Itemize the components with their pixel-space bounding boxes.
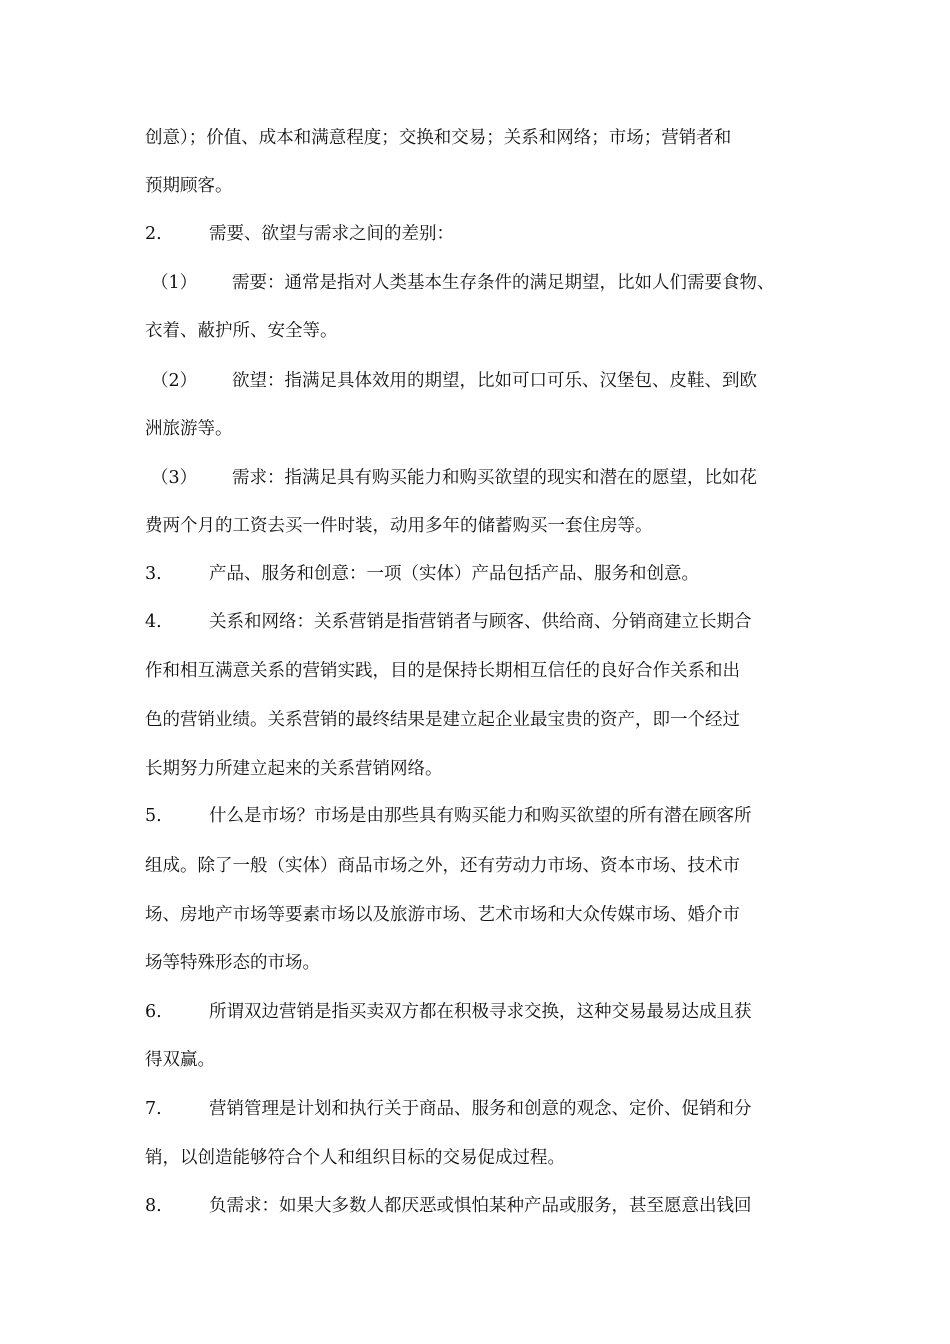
numbered-item-2: [145, 219, 815, 249]
line-text: 负需求：如果大多数人都厌恶或惧怕某种产品或服务，甚至愿意出钱回: [209, 1196, 752, 1216]
item-number: 4.: [145, 612, 162, 632]
item-number: 8.: [145, 1196, 162, 1216]
line-text: 长期努力所建立起来的关系营销网络。: [145, 759, 443, 779]
paragraph-line: [145, 316, 815, 346]
numbered-item-5: [145, 801, 815, 831]
line-text: 得双赢。: [145, 1050, 215, 1070]
item-number: 7.: [145, 1099, 162, 1119]
item-number: （2）: [151, 371, 198, 391]
sub-item-2: [145, 366, 815, 396]
paragraph-line: [145, 948, 815, 978]
paragraph-line: [145, 705, 815, 735]
paragraph-line: [145, 1045, 815, 1075]
line-text: 创意）；价值、成本和满意程度；交换和交易；关系和网络；市场；营销者和: [145, 128, 732, 148]
paragraph-line: [145, 123, 815, 153]
line-text: 组成。除了一般（实体）商品市场之外，还有劳动力市场、资本市场、技术市: [145, 856, 740, 876]
paragraph-line: [145, 851, 815, 881]
item-number: 3.: [145, 564, 162, 584]
numbered-item-8: [145, 1191, 815, 1221]
line-text: 所谓双边营销是指买卖双方都在积极寻求交换，这种交易最易达成且获: [209, 1002, 752, 1022]
line-text: 营销管理是计划和执行关于商品、服务和创意的观念、定价、促销和分: [209, 1099, 752, 1119]
line-text: 作和相互满意关系的营销实践，目的是保持长期相互信任的良好合作关系和出: [145, 661, 740, 681]
paragraph-line: [145, 656, 815, 686]
line-text: 需求：指满足具有购买能力和购买欲望的现实和潜在的愿望，比如花: [232, 468, 757, 488]
line-text: 关系和网络：关系营销是指营销者与顾客、供给商、分销商建立长期合: [209, 612, 752, 632]
paragraph-line: [145, 1143, 815, 1173]
line-text: 需要：通常是指对人类基本生存条件的满足期望，比如人们需要食物、: [232, 273, 775, 293]
line-text: 需要、欲望与需求之间的差别：: [209, 224, 454, 244]
item-number: 6.: [145, 1002, 162, 1022]
line-text: 场、房地产市场等要素市场以及旅游市场、艺术市场和大众传媒市场、婚介市: [145, 905, 740, 925]
sub-item-3: [145, 463, 815, 493]
line-text: 衣着、蔽护所、安全等。: [145, 321, 338, 341]
line-text: 销，以创造能够符合个人和组织目标的交易促成过程。: [145, 1148, 565, 1168]
paragraph-line: [145, 511, 815, 541]
line-text: 预期顾客。: [145, 176, 233, 196]
paragraph-line: [145, 171, 815, 201]
item-number: 5.: [145, 806, 162, 826]
line-text: 洲旅游等。: [145, 419, 233, 439]
numbered-item-4: [145, 607, 815, 637]
paragraph-line: [145, 900, 815, 930]
item-number: （1）: [151, 273, 198, 293]
line-text: 色的营销业绩。关系营销的最终结果是建立起企业最宝贵的资产，即一个经过: [145, 710, 740, 730]
sub-item-1: [145, 268, 815, 298]
item-number: 2.: [145, 224, 162, 244]
item-number: （3）: [151, 468, 198, 488]
line-text: 欲望：指满足具体效用的期望，比如可口可乐、汉堡包、皮鞋、到欧: [232, 371, 757, 391]
numbered-item-7: [145, 1094, 815, 1124]
numbered-item-6: [145, 997, 815, 1027]
paragraph-line: [145, 754, 815, 784]
numbered-item-3: [145, 559, 815, 589]
line-text: 场等特殊形态的市场。: [145, 953, 320, 973]
line-text: 什么是市场？市场是由那些具有购买能力和购买欲望的所有潜在顾客所: [209, 806, 752, 826]
paragraph-line: [145, 414, 815, 444]
line-text: 产品、服务和创意：一项（实体）产品包括产品、服务和创意。: [209, 564, 699, 584]
line-text: 费两个月的工资去买一件时装，动用多年的储蓄购买一套住房等。: [145, 516, 653, 536]
